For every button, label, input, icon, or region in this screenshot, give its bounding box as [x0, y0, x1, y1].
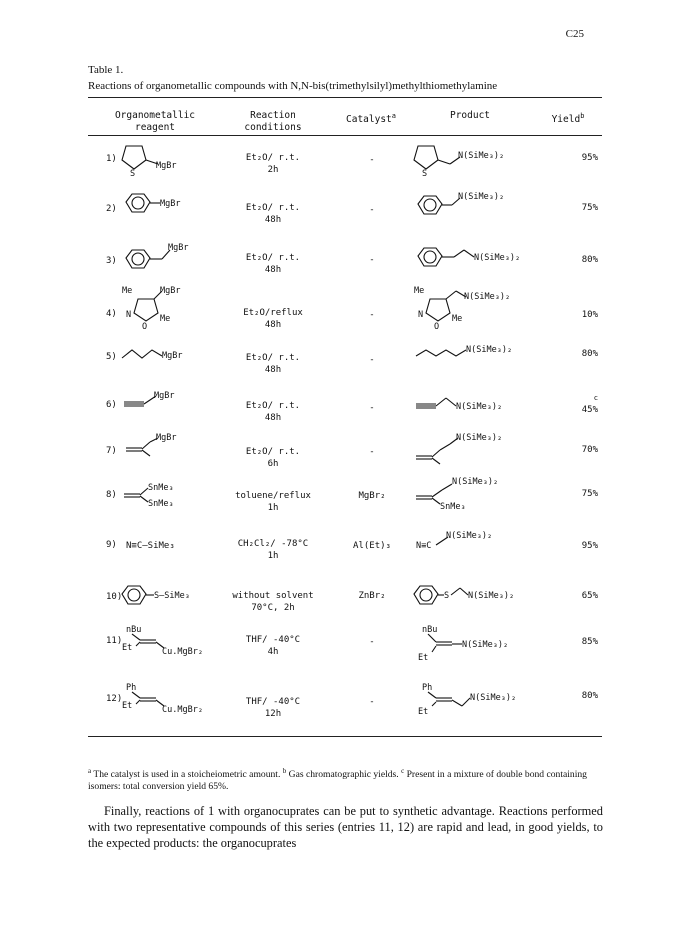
table-footnote [88, 765, 608, 793]
reagent-structure [118, 388, 218, 428]
reagent-structure [122, 678, 222, 722]
product-structure [410, 528, 550, 568]
bond [432, 702, 436, 706]
ring-nitrogen-label: N [418, 310, 424, 320]
ethyl-label: Et [418, 653, 429, 663]
table-row [88, 620, 602, 680]
reaction-conditions [218, 307, 328, 331]
footnote-mark-a: a [88, 767, 92, 775]
table-bottom-rule [88, 736, 602, 737]
reagent-structure [122, 620, 222, 664]
entry-number: 3) [106, 256, 117, 266]
reaction-conditions [218, 634, 328, 658]
alkyl-chain [416, 350, 466, 356]
thiophene-ring [122, 146, 146, 169]
catalyst: Al(Et)₃ [353, 541, 391, 551]
reagent-label: MgBr [168, 243, 189, 253]
entry-number: 1) [106, 154, 117, 164]
yield-value: 95% [581, 541, 598, 551]
reaction-conditions [218, 538, 328, 562]
yield-value: 80% [581, 691, 598, 701]
conditions-line1: Et₂O/ r.t. [245, 447, 301, 457]
bond [440, 444, 450, 450]
conditions-line1: Et₂O/ r.t. [245, 153, 301, 163]
bond [451, 588, 460, 595]
ring-sulfur-label: S [130, 169, 136, 179]
header-product-text: Product [449, 110, 491, 121]
product-label: N(SiMe₃)₂ [446, 531, 493, 541]
conditions-line2: 1h [267, 551, 279, 561]
yield-footnote-mark: c [593, 394, 598, 402]
entry-number: 9) [106, 540, 117, 550]
header-organometallic [100, 110, 210, 134]
bond [140, 488, 148, 495]
yield-number: 45% [581, 405, 598, 415]
ring-oxygen-label: O [434, 322, 440, 332]
butyl-label: nBu [126, 625, 142, 635]
conditions-line1: Et₂O/reflux [243, 308, 303, 318]
reagent-structure [118, 340, 218, 380]
footnote-mark-b: b [282, 767, 287, 775]
table-header-rule [88, 135, 602, 136]
conditions-line2: 70°C, 2h [251, 603, 295, 613]
reaction-conditions [218, 202, 328, 226]
product-prefix: N≡C [416, 541, 432, 551]
bond [464, 250, 474, 257]
footnote-text-a: The catalyst is used in a stoicheiometric amount. [91, 769, 283, 781]
alkyl-chain [122, 350, 162, 358]
conditions-line2: 48h [264, 215, 282, 225]
methyl-label: Me [452, 314, 463, 324]
page-number: C25 [565, 28, 584, 40]
reaction-conditions [218, 152, 328, 176]
header-organometallic-line1: Organometallic [114, 110, 196, 121]
reagent-structure [118, 430, 218, 470]
bond [142, 450, 150, 456]
conditions-line2: 12h [264, 709, 282, 719]
bond [142, 442, 150, 449]
reagent-structure [118, 478, 218, 518]
entry-number: 2) [106, 204, 117, 214]
conditions-line1: CH₂Cl₂/ -78°C [237, 539, 309, 549]
yield-value: 75% [581, 489, 598, 499]
header-product [430, 110, 510, 122]
conditions-line2: 48h [264, 413, 282, 423]
conditions-line1: without solvent [232, 591, 314, 601]
yield-value: 80% [581, 349, 598, 359]
entry-number: 4) [106, 309, 117, 319]
catalyst: - [369, 310, 375, 320]
product-label: SnMe₃ [440, 502, 466, 512]
phenyl-label: Ph [422, 683, 433, 693]
product-structure [418, 620, 558, 670]
isoxazole-ring [134, 299, 158, 321]
conditions-line1: THF/ -40°C [245, 635, 301, 645]
ring-sulfur-label: S [422, 169, 428, 179]
body-paragraph [88, 803, 603, 851]
conditions-line1: Et₂O/ r.t. [245, 253, 301, 263]
footnote-mark-c: c [401, 767, 405, 775]
bond [454, 250, 464, 257]
conditions-line1: Et₂O/ r.t. [245, 203, 301, 213]
conditions-line2: 48h [264, 365, 282, 375]
bond [446, 398, 456, 406]
bond [462, 698, 470, 706]
catalyst: - [369, 205, 375, 215]
conditions-line1: toluene/reflux [235, 491, 311, 501]
catalyst: ZnBr₂ [358, 591, 386, 601]
reagent-formula: N≡C–SiMe₃ [126, 541, 175, 551]
header-yield-mark: b [580, 112, 585, 120]
catalyst: - [369, 403, 375, 413]
bond [432, 458, 440, 464]
methyl-label: Me [160, 314, 171, 324]
reagent-label: MgBr [156, 161, 177, 171]
reagent-structure [118, 190, 218, 230]
conditions-line1: Et₂O/ r.t. [245, 401, 301, 411]
reaction-conditions [218, 352, 328, 376]
bond [432, 498, 440, 504]
reagent-structure [118, 283, 218, 333]
header-catalyst [336, 110, 406, 126]
methyl-label: Me [414, 286, 425, 296]
product-label: N(SiMe₃)₂ [456, 402, 503, 412]
reagent-label: MgBr [162, 351, 183, 361]
conditions-line2: 48h [264, 265, 282, 275]
product-label: N(SiMe₃)₂ [462, 640, 509, 650]
catalyst: - [369, 155, 375, 165]
aromatic-circle [424, 251, 436, 263]
product-structure [410, 140, 540, 180]
header-reaction-line2: conditions [244, 122, 302, 133]
table-row [88, 678, 602, 738]
aromatic-circle [424, 199, 436, 211]
reagent-structure [118, 140, 218, 180]
catalyst: - [369, 355, 375, 365]
thiophene-ring [414, 146, 438, 169]
product-structure [410, 340, 550, 380]
aromatic-circle [132, 197, 144, 209]
bond [442, 484, 452, 490]
aromatic-circle [132, 253, 144, 265]
aromatic-circle [420, 589, 432, 601]
table-row [88, 283, 602, 343]
bond [432, 450, 440, 457]
bond [436, 398, 446, 406]
catalyst: - [369, 447, 375, 457]
reaction-conditions [218, 490, 328, 514]
product-structure [418, 678, 558, 728]
reaction-conditions [218, 400, 328, 424]
entry-number: 10) [106, 592, 123, 602]
yield-value: 80% [581, 255, 598, 265]
bond [140, 496, 148, 502]
bond [136, 642, 140, 646]
product-structure [410, 430, 540, 470]
product-label: N(SiMe₃)₂ [452, 477, 499, 487]
catalyst: - [369, 697, 375, 707]
reagent-label: SnMe₃ [148, 483, 174, 493]
product-label: N(SiMe₃)₂ [464, 292, 511, 302]
header-organometallic-line2: reagent [134, 122, 176, 133]
header-reaction [218, 110, 328, 134]
reaction-conditions [218, 590, 328, 614]
conditions-line2: 2h [267, 165, 279, 175]
header-catalyst-mark: a [391, 112, 396, 120]
ethyl-label: Et [122, 701, 133, 711]
entry-number: 5) [106, 352, 117, 362]
reaction-conditions [218, 446, 328, 470]
conditions-line2: 6h [267, 459, 279, 469]
reagent-structure [118, 580, 218, 620]
table-row [88, 528, 602, 588]
yield-value [538, 392, 598, 416]
bond [446, 291, 456, 299]
entry-number: 11) [106, 636, 123, 646]
product-label: N(SiMe₃)₂ [456, 433, 503, 443]
reagent-label: S–SiMe₃ [154, 591, 190, 601]
product-structure [410, 388, 540, 428]
conditions-line2: 4h [267, 647, 279, 657]
reagent-label: MgBr [160, 286, 181, 296]
aromatic-circle [128, 589, 140, 601]
table-caption: Reactions of organometallic compounds with N,N-bis(trimethylsilyl)methylthiomethylamine [88, 80, 498, 92]
yield-value: 10% [581, 310, 598, 320]
footnote-text-c: Present in a mixture of double bond containing isomers: total conversion yield 65%. [88, 769, 587, 793]
entry-number: 7) [106, 446, 117, 456]
conditions-line1: THF/ -40°C [245, 697, 301, 707]
yield-value: 65% [581, 591, 598, 601]
catalyst: MgBr₂ [358, 491, 386, 501]
entry-number: 8) [106, 490, 117, 500]
butyl-label: nBu [422, 625, 438, 635]
product-label: N(SiMe₃)₂ [458, 192, 505, 202]
reagent-label: MgBr [156, 433, 177, 443]
header-yield-text: Yield [551, 114, 581, 126]
bond [136, 700, 140, 704]
reagent-label: Cu.MgBr₂ [162, 647, 203, 657]
bond [452, 700, 462, 706]
reagent-label: MgBr [154, 391, 175, 401]
body-paragraph-text: Finally, reactions of 1 with organocuprates can be put to synthetic advantage. Reactions performed with two representative compounds of this series (entries 11, 12) are rapid and lead, in good yields, to the expected products: the organocuprates [88, 804, 603, 850]
header-yield [538, 110, 598, 126]
bond [432, 646, 436, 652]
bond [438, 160, 450, 164]
reagent-structure [118, 240, 218, 280]
header-reaction-line1: Reaction [250, 110, 296, 121]
reagent-label: Cu.MgBr₂ [162, 705, 203, 715]
ring-nitrogen-label: N [126, 310, 132, 320]
yield-value: 75% [581, 203, 598, 213]
yield-value: 70% [581, 445, 598, 455]
sulfur-label: S [444, 591, 450, 601]
product-structure [410, 468, 540, 518]
table-top-rule [88, 97, 602, 98]
reaction-conditions [218, 696, 328, 720]
product-structure [410, 580, 550, 620]
catalyst: - [369, 255, 375, 265]
product-label: N(SiMe₃)₂ [468, 591, 515, 601]
ring-oxygen-label: O [142, 322, 148, 332]
product-label: N(SiMe₃)₂ [474, 253, 521, 263]
bond [428, 634, 436, 642]
product-structure [410, 190, 540, 230]
methyl-label: Me [122, 286, 133, 296]
product-label: N(SiMe₃)₂ [466, 345, 513, 355]
bond [460, 588, 468, 595]
reaction-conditions [218, 252, 328, 276]
footnote-text-b: Gas chromatographic yields. [286, 769, 402, 781]
product-label: N(SiMe₃)₂ [470, 693, 517, 703]
isoxazole-ring [426, 299, 450, 321]
conditions-line2: 48h [264, 320, 282, 330]
entry-number: 12) [106, 694, 123, 704]
header-catalyst-text: Catalyst [346, 114, 392, 126]
bond [432, 490, 442, 497]
reagent-label: SnMe₃ [148, 499, 174, 509]
entry-number: 6) [106, 400, 117, 410]
conditions-line2: 1h [267, 503, 279, 513]
product-label: N(SiMe₃)₂ [458, 151, 505, 161]
product-structure [410, 240, 550, 280]
reagent-label: MgBr [160, 199, 181, 209]
product-structure [410, 283, 540, 333]
catalyst: - [369, 637, 375, 647]
yield-value: 95% [581, 153, 598, 163]
ethyl-label: Et [122, 643, 133, 653]
ethyl-label: Et [418, 707, 429, 717]
phenyl-label: Ph [126, 683, 137, 693]
table-label: Table 1. [88, 64, 124, 76]
conditions-line1: Et₂O/ r.t. [245, 353, 301, 363]
yield-value: 85% [581, 637, 598, 647]
